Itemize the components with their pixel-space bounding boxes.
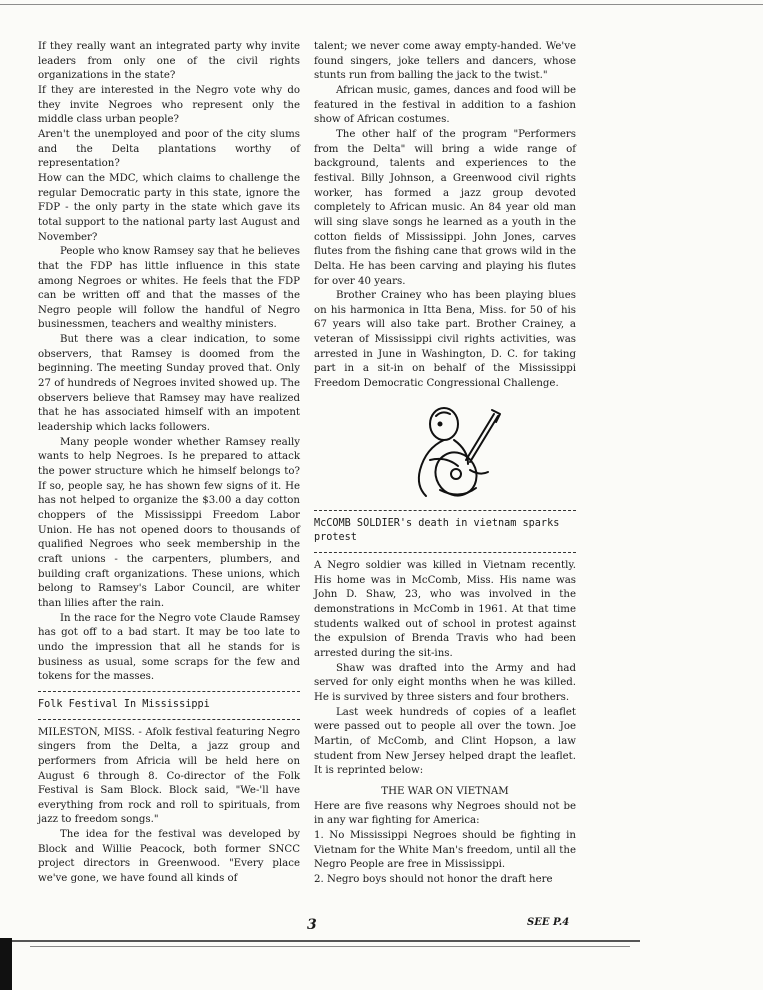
paragraph: Last week hundreds of copies of a leaflet were passed out to people all over the town. Joe Martin, of McComb, and Clint Hopson, a law student from New Jersey helped drapt the leaflet. It is reprinted below: — [314, 706, 576, 777]
continued-note: SEE P.4 — [527, 917, 570, 928]
paragraph: Many people wonder whether Ramsey really wants to help Negroes. Is he prepared to attack the power structure which he himself belongs to? If so, people say, he has shown few signs of it. He has not helped to organize the $3.00 a day cotton choppers of the Mississippi Freedom Labor Union. He has not opened doors to thousands of qualified Negroes who seek membership in the craft unions - the carpenters, plumbers, and building craft organizations. These unions, which belong to Ramsey's Labor Council, are whiter than lilies after the rain. — [38, 436, 300, 609]
list-item: 1. No Mississippi Negroes should be fighting in Vietnam for the White Man's freedom, until all the Negro People are free in Mississippi. — [314, 829, 576, 871]
scan-edge-mark — [0, 938, 12, 990]
paragraph: talent; we never come away empty-handed. We've found singers, joke tellers and dancers, whose stunts run from balling the jack to the twist." — [314, 41, 576, 82]
leaflet-title: THE WAR ON VIETNAM — [381, 785, 509, 797]
paragraph: If they really want an integrated party why invite leaders from only one of the civil rights organizations in the state? — [38, 41, 300, 82]
paragraph: How can the MDC, which claims to challenge the regular Democratic party in this state, ignore the FDP - the only party in the state which gave its total support to the national party last August and November? — [38, 172, 300, 243]
paragraph: African music, games, dances and food will be featured in the festival in addition to a fashion show of African costumes. — [314, 84, 576, 126]
footer-rule — [30, 946, 630, 947]
paragraph: The other half of the program "Performers from the Delta" will bring a wide range of background, talents and experiences to the festival. Billy Johnson, a Greenwood civil rights worker, has formed a jazz group devoted completely to African music. An 84 year old man will sing slave songs he learned as a youth in the cotton fields of Mississippi. John Jones, carves flutes from the fishing cane that grows wild in the Delta. He has been carving and playing his flutes for over 40 years. — [314, 128, 576, 287]
dashed-divider — [38, 719, 300, 720]
dashed-divider — [314, 510, 576, 511]
paragraph: MILESTON, MISS. - Afolk festival featuring Negro singers from the Delta, a jazz group and performers from Africia will be held here on August 6 through 8. Co-director of the Folk Festival is Sam Block. Block said, "We-'ll have everything from rock and roll to spirituals, from jazz to freedom songs." — [38, 726, 300, 826]
paragraph: But there was a clear indication, to some observers, that Ramsey is doomed from the beginning. The meeting Sunday proved that. Only 27 of hundreds of Negroes invited showed up. The observers believe that Ramsey may have realized that he has associated himself with an impotent leadership which lacks followers. — [38, 334, 300, 434]
paragraph: People who know Ramsey say that he believes that the FDP has little influence in this state among Negroes or whites. He feels that the FDP can be written off and that the masses of the Negro people will follow the handful of Negro businessmen, teachers and wealthy ministers. — [38, 246, 300, 331]
paragraph: Here are five reasons why Negroes should not be in any war fighting for America: — [314, 800, 576, 827]
page-number: 3 — [307, 917, 317, 933]
paragraph: In the race for the Negro vote Claude Ramsey has got off to a bad start. It may be too late to undo the impression that all he stands for is business as usual, some scraps for the few and tokens for the masses. — [38, 612, 300, 683]
guitar-player-illustration — [410, 400, 518, 504]
paragraph: A Negro soldier was killed in Vietnam recently. His home was in McComb, Miss. His name was John D. Shaw, 23, who was involved in the demonstrations in McComb in 1961. At that time students walked out of school in protest against the expulsion of Brenda Travis who had been arrested during the sit-ins. — [314, 560, 576, 659]
article-heading-mccomb: McCOMB SOLDIER's death in vietnam sparks protest — [314, 517, 560, 544]
top-rule — [0, 4, 763, 5]
dashed-divider — [314, 552, 576, 553]
list-item: 2. Negro boys should not honor the draft here — [314, 873, 553, 885]
paragraph: The idea for the festival was developed by Block and Willie Peacock, both former SNCC project directors in Greenwood. "Every place we've gone, we have found all kinds of — [38, 829, 300, 885]
paragraph: Brother Crainey who has been playing blues on his harmonica in Itta Bena, Miss. for 50 of his 67 years will also take part. Brother Crainey, a veteran of Mississippi civil rights activities, was arrested in June in Washington, D. C. for taking part in a sit-in on behalf of the Mississippi Freedom Democratic Congressional Challenge. — [314, 290, 576, 390]
paragraph: Shaw was drafted into the Army and had served for only eight months when he was killed. He is survived by three sisters and four brothers. — [314, 662, 576, 703]
paragraph: If they are interested in the Negro vote why do they invite Negroes who represent only the middle class urban people? — [38, 84, 300, 126]
footer-rule — [0, 940, 640, 942]
right-column — [314, 40, 576, 888]
left-column — [38, 40, 300, 887]
dashed-divider — [38, 691, 300, 692]
article-heading-folk-festival: Folk Festival In Mississippi — [38, 698, 210, 710]
paragraph: Aren't the unemployed and poor of the city slums and the Delta plantations worthy of representation? — [38, 128, 300, 170]
